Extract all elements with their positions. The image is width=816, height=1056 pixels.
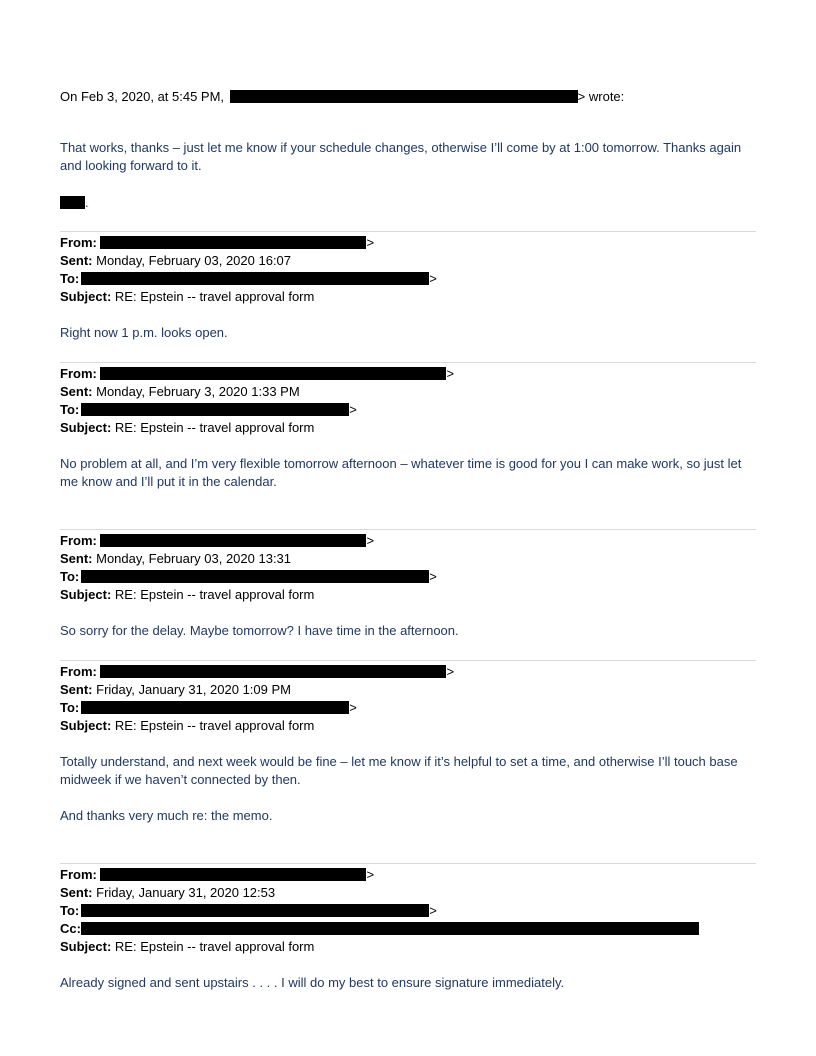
to-line	[60, 270, 437, 288]
sent-label: Sent:	[60, 682, 93, 697]
subject-line	[60, 717, 314, 735]
from-label: From:	[60, 366, 97, 381]
sent-value: Friday, January 31, 2020 1:09 PM	[96, 682, 291, 697]
redaction-block	[100, 665, 446, 678]
from-line	[60, 866, 374, 884]
to-line	[60, 568, 437, 586]
from-line	[60, 532, 374, 550]
subject-value: RE: Epstein -- travel approval form	[114, 718, 315, 733]
message-body: So sorry for the delay. Maybe tomorrow? I have time in the afternoon.	[60, 623, 459, 638]
redaction-block	[230, 90, 578, 103]
to-line	[60, 699, 357, 717]
redaction-block	[81, 272, 429, 285]
subject-line	[60, 586, 314, 604]
close-angle: >	[429, 271, 437, 286]
sent-line	[60, 550, 291, 568]
to-label: To:	[60, 271, 80, 286]
close-angle: >	[366, 533, 375, 548]
sent-line	[60, 681, 291, 699]
redaction-block	[81, 922, 699, 935]
cc-line	[60, 920, 699, 938]
redaction-block	[81, 904, 429, 917]
redaction-block	[81, 570, 429, 583]
redaction-block	[81, 701, 349, 714]
subject-value: RE: Epstein -- travel approval form	[114, 289, 315, 304]
quoted-header-line	[60, 88, 624, 106]
close-angle: >	[429, 903, 437, 918]
subject-value: RE: Epstein -- travel approval form	[114, 587, 315, 602]
from-label: From:	[60, 867, 97, 882]
message-body: No problem at all, and I’m very flexible tomorrow afternoon – whatever time is good for you I can make work, so just let me know and I’ll put it in the calendar.	[60, 456, 742, 489]
sent-line	[60, 252, 291, 270]
sent-label: Sent:	[60, 253, 93, 268]
message-body: Right now 1 p.m. looks open.	[60, 325, 228, 340]
subject-value: RE: Epstein -- travel approval form	[114, 420, 315, 435]
subject-line	[60, 419, 314, 437]
message-body: Totally understand, and next week would be fine – let me know if it’s helpful to set a time, and otherwise I’ll touch base midweek if we haven’t connected by then.	[60, 754, 738, 787]
redaction-block	[100, 236, 366, 249]
subject-label: Subject:	[60, 939, 112, 954]
message-body: And thanks very much re: the memo.	[60, 808, 273, 823]
subject-value: RE: Epstein -- travel approval form	[114, 939, 315, 954]
from-line	[60, 365, 454, 383]
sent-value: Friday, January 31, 2020 12:53	[96, 885, 276, 900]
redaction-block	[100, 367, 446, 380]
divider	[60, 660, 756, 661]
subject-label: Subject:	[60, 289, 112, 304]
close-angle: >	[366, 867, 375, 882]
redaction-block	[100, 868, 366, 881]
redaction-block	[100, 534, 366, 547]
from-line	[60, 234, 374, 252]
redaction-block	[81, 403, 349, 416]
subject-line	[60, 288, 314, 306]
sent-label: Sent:	[60, 384, 93, 399]
divider	[60, 863, 756, 864]
to-line	[60, 401, 357, 419]
from-label: From:	[60, 664, 97, 679]
to-label: To:	[60, 569, 80, 584]
from-label: From:	[60, 533, 97, 548]
to-label: To:	[60, 700, 80, 715]
cc-label: Cc:	[60, 921, 81, 936]
to-label: To:	[60, 402, 80, 417]
close-angle: >	[446, 366, 455, 381]
close-angle: >	[446, 664, 455, 679]
close-angle: >	[366, 235, 375, 250]
message-body: Already signed and sent upstairs . . . . I will do my best to ensure signature immediately.	[60, 975, 565, 990]
from-line	[60, 663, 454, 681]
divider	[60, 529, 756, 530]
subject-label: Subject:	[60, 587, 112, 602]
signature-suffix: .	[85, 195, 89, 210]
sent-line	[60, 383, 300, 401]
subject-label: Subject:	[60, 718, 112, 733]
sent-value: Monday, February 03, 2020 16:07	[96, 253, 292, 268]
close-angle: >	[429, 569, 437, 584]
close-angle: >	[349, 700, 357, 715]
close-angle: >	[349, 402, 357, 417]
signature	[60, 194, 89, 212]
divider	[60, 231, 756, 232]
quoted-header-prefix: On Feb 3, 2020, at 5:45 PM,	[60, 89, 225, 104]
redaction-block	[60, 196, 85, 209]
to-line	[60, 902, 437, 920]
sent-label: Sent:	[60, 551, 93, 566]
quoted-header-suffix: > wrote:	[577, 89, 625, 104]
sent-value: Monday, February 3, 2020 1:33 PM	[96, 384, 300, 399]
subject-label: Subject:	[60, 420, 112, 435]
divider	[60, 362, 756, 363]
from-label: From:	[60, 235, 97, 250]
reply-body: That works, thanks – just let me know if your schedule changes, otherwise I’ll come by at 1:00 tomorrow. Thanks again and looking forward to it.	[60, 140, 742, 173]
to-label: To:	[60, 903, 80, 918]
sent-line	[60, 884, 275, 902]
sent-label: Sent:	[60, 885, 93, 900]
sent-value: Monday, February 03, 2020 13:31	[96, 551, 292, 566]
subject-line	[60, 938, 314, 956]
